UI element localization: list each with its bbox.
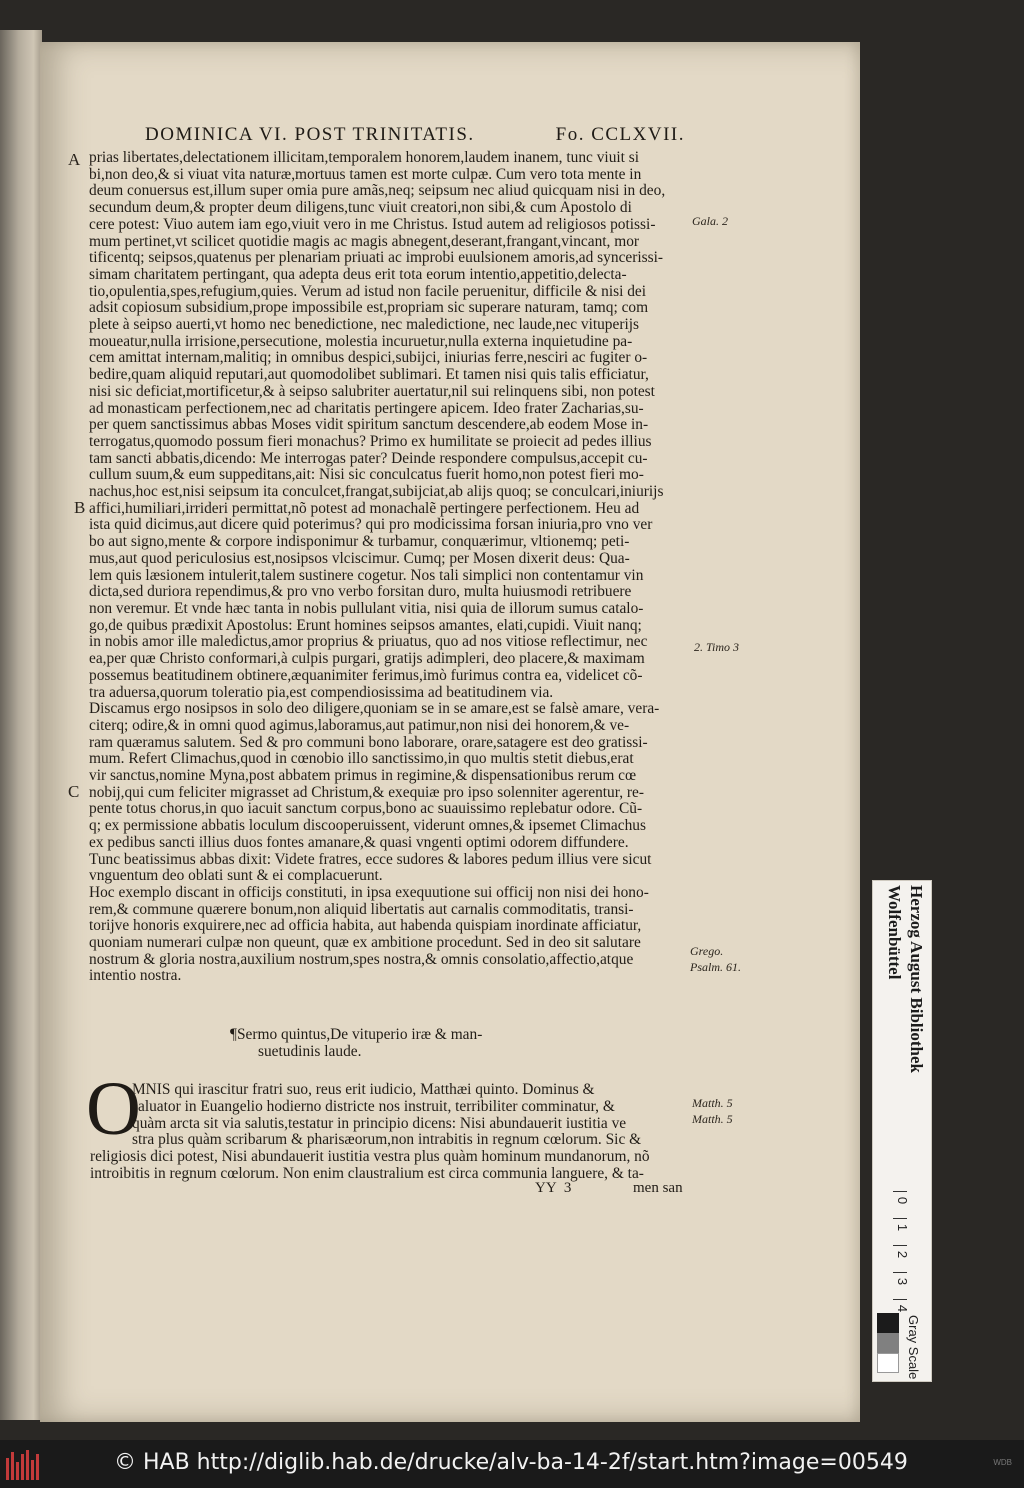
ruler-tick: [893, 1191, 907, 1192]
gray-swatch-black: [877, 1313, 899, 1333]
text-line: lem quis læsionem intulerit,talem sustinere cogetur. Nos tali simplici non contentamur vin: [89, 567, 644, 584]
gray-swatches: [877, 1313, 899, 1373]
section-letter-c: C: [68, 782, 80, 801]
body-text: [89, 150, 693, 985]
text-line: bo aut signo,mente & corpore indisponimur & turbamur, conquærimur, vltionemq; peti-: [89, 534, 630, 551]
marginal-note: Matth. 5: [692, 1112, 733, 1126]
drop-cap: O: [86, 1067, 141, 1151]
text-line: cem amittat internam,malitiq; in omnibus despici,subijci, iniurias ferre,nesciri ac fugiter o-: [89, 350, 648, 367]
facing-page-edge: [0, 30, 42, 1420]
text-line: tam sancti abbatis,dicendo: Me interrogas pater? Deinde respondere compulsus,accepit cu-: [89, 450, 648, 467]
text-line: torijve honoris exquirere,nec ad officia habita, aut habenda quispiam inordinate afficiatur,: [89, 918, 642, 935]
text-line: deum conuersus est,illum super omia pure amãs,neq; seipsum nec aliud quicquam nisi in deo,: [89, 183, 666, 200]
text-line: mus,aut quod periculosius est,nosipsos vlciscimur. Cumq; per Mosen dixerit deus: Qua-: [89, 550, 630, 567]
ruler-tick: [893, 1245, 907, 1246]
ruler-number: 3: [895, 1277, 911, 1286]
text-line: secundum deum,& propter deum diligens,tunc viuit creatori,non sibi,& cum Apostolo di: [89, 200, 632, 217]
section-letter-b: B: [74, 498, 86, 517]
text-line: citerq; odire,& in omni quod agimus,laboramus,aut patimur,non nisi dei honorem,& ve-: [89, 717, 630, 734]
ruler-tick: [893, 1272, 907, 1273]
gray-swatch-white: [877, 1353, 899, 1373]
sermon-line: quàm arcta sit via salutis,testatur in principio dicens: Nisi abundauerit iustitia ve: [132, 1115, 627, 1132]
sermon-heading-line: ¶Sermo quintus,De vituperio iræ & man-: [230, 1026, 483, 1043]
text-line: bi,non deo,& si viuat vita naturæ,mortuus tamen est morte culpæ. Cum vero tota mente in: [89, 166, 642, 183]
catchword: men san: [633, 1180, 683, 1196]
sermon-heading-line: suetudinis laude.: [258, 1043, 362, 1060]
marginal-note: 2. Timo 3: [694, 640, 740, 654]
text-line: quoniam numerari culpæ non queunt, quæ ex ambitione procedunt. Sed in deo sit salutare: [89, 935, 641, 952]
sermon-line: MNIS qui irascitur fratri suo, reus erit iudicio, Matthæi quinto. Dominus &: [132, 1082, 595, 1098]
text-line: Tunc beatissimus abbas dixit: Videte fratres, ecce sudores & labores pedum illius vere sicut: [89, 851, 652, 868]
ruler: [893, 1191, 923, 1311]
ruler-number: 0: [895, 1196, 911, 1205]
text-line: dicta,sed duriora rependimus,& pro vno verbo forsitan duro, multa huiusmodi retribuere: [89, 584, 632, 601]
text-line: nisi sic deficiat,mortificetur,& à seipso salubriter auertatur,nil sui relinquens sibi, non potest: [89, 383, 655, 400]
text-line: cere potest: Viuo autem iam ego,viuit vero in me Christus. Istud autem ad religiosos potissi-: [89, 216, 656, 233]
hab-logo-icon: [6, 1448, 42, 1480]
copyright-url[interactable]: © HAB http://diglib.hab.de/drucke/alv-ba-14-2f/start.htm?image=00549: [114, 1450, 908, 1475]
ruler-number: 1: [895, 1223, 911, 1232]
color-scale-card: [872, 880, 932, 1382]
marginal-note: Psalm. 61.: [690, 960, 741, 974]
text-line: ad monasticam perfectionem,nec ad charitatis pertingere apicem. Ideo frater Zacharias,su-: [89, 400, 644, 417]
text-line: affici,humiliari,irrideri permittat,nõ potest ad monachalẽ pertingere perfectionem. Heu ad: [89, 500, 640, 517]
running-head: [145, 124, 685, 146]
library-label: [875, 885, 929, 1185]
text-line: ex pedibus sancti illius duos fontes amanare,& quasi vngenti optimi odorem diffundere.: [89, 834, 629, 851]
text-line: Hoc exemplo discant in officijs constituti, in ipsa exequutione sui officij non nisi dei hono-: [89, 884, 649, 901]
ruler-tick: [893, 1218, 907, 1219]
text-line: adsit copiosum subsidium,prope impossibile est,propriam sic superare naturam, tamq; com: [89, 300, 649, 317]
text-line: tificentq; seipsos,quatenus per plenariam priuati ac improbi euulsionem amoris,ad syncerissi-: [89, 250, 664, 267]
text-line: pente totus chorus,in quo iacuit sanctum corpus,bono ac suauissimo replebatur odore. Cũ-: [89, 801, 643, 818]
text-line: go,de quibus prædixit Apostolus: Erunt homines seipsos amantes, elati,cupidi. Viuit nanq;: [89, 617, 642, 634]
text-line: nostrum & gloria nostra,auxilium nostrum,spes nostra,& omnis consolatio,affectio,atque: [89, 951, 634, 968]
text-line: Discamus ergo nosipsos in solo deo diligere,quoniam se in se amare,est se falsè amare, vera-: [89, 701, 660, 718]
section-letter-a: A: [68, 150, 81, 169]
marginal-note: Matth. 5: [692, 1096, 733, 1110]
text-line: moueatur,nulla irrisione,persecutione, molestia incuruetur,nulla externa inquietudine pa-: [89, 333, 633, 350]
text-line: intentio nostra.: [89, 968, 182, 985]
running-head-title: DOMINICA VI. POST TRINITATIS.: [145, 124, 475, 145]
text-line: simam charitatem pertingant, qua adepta deus erit tota eorum intentio,appetitio,delecta-: [89, 266, 627, 283]
footer-bar: [0, 1440, 1024, 1488]
sermon-line: stra plus quàm scribarum & pharisæorum,non intrabitis in regnum cœlorum. Sic &: [132, 1132, 642, 1149]
footer-mark: WDB: [993, 1458, 1012, 1467]
signature-mark: YY 3: [535, 1180, 572, 1196]
marginal-note: Gala. 2: [692, 214, 728, 228]
gray-scale-label: Gray Scale: [906, 1315, 921, 1380]
text-line: cullum suum,& eum suppeditans,ait: Nisi sic conculcatus fuerit homo,non potest fieri mo-: [89, 467, 644, 484]
ruler-tick: [893, 1299, 907, 1300]
library-city: Wolfenbüttel: [885, 885, 904, 980]
text-line: tio,opulentia,spes,refugium,quies. Verum ad istud non facile peruenitur, difficile & nisi dei: [89, 283, 647, 300]
text-line: nobij,qui cum feliciter migrasset ad Christum,& exequiæ pro ipso solenniter agerentur, re-: [89, 784, 645, 801]
sermon-line: religiosis dici potest, Nisi abundauerit iustitia vestra plus quàm hominum mundanorum, nõ: [90, 1149, 650, 1166]
text-line: non veremur. Et vnde hæc tanta in nobis pullulant vitia, nisi quia de illorum sumus catalo-: [89, 600, 644, 617]
library-name: Herzog August Bibliothek: [907, 885, 926, 1073]
sermon-text: [90, 1082, 690, 1183]
text-line: terrogatus,quomodo possum fieri monachus? Primo ex humilitate se proiecit ad pedes illius: [89, 433, 652, 450]
gray-swatch-mid: [877, 1333, 899, 1353]
text-line: prias libertates,delectationem illicitam,temporalem honorem,laudem inanem, tunc viuit si: [89, 150, 640, 166]
text-line: mum pertinet,vt scilicet quotidie magis ac magis abnegent,deserant,frangant,vincant, mor: [89, 233, 640, 250]
text-line: nachus,hoc est,nisi seipsum ita conculcet,frangat,subijciat,ab alijs quoq; se conculcari,iniurijs: [89, 484, 664, 501]
sermon-line: introibitis in regnum cœlorum. Non enim claustralium est circa communia languere, & ta-: [90, 1165, 644, 1182]
ruler-number: 2: [895, 1250, 911, 1259]
text-line: possemus beatitudinem obtinere,æquanimiter ferimus,imò furimus contra ea, videlicet cõ-: [89, 667, 643, 684]
text-line: vnguentum deo oblati sunt & ei complacuerunt.: [89, 868, 383, 885]
text-line: ea,per quæ Christo conformari,à culpis purgari, gratijs adimpleri, deo placere,& maximam: [89, 651, 645, 668]
text-line: ram quæramus salutem. Sed & pro communi bono laborare, orare,satagere est deo gratissi-: [89, 734, 648, 751]
text-line: q; ex permissione abbatis loculum discooperuissent, viderunt omnes,& ipsemet Climachus: [89, 818, 646, 835]
sermon-heading: [230, 1026, 550, 1060]
text-line: ista quid dicimus,aut dicere quid poterimus? qui pro modicissima forsan iniuria,pro vno ver: [89, 517, 653, 534]
text-line: rem,& commune quærere bonum,non aliquid libertatis aut carnalis commoditatis, transi-: [89, 901, 634, 918]
text-line: bedire,quam aliquid reputari,aut quomodolibet sublimari. Et tamen nisi quis talis efficiatur,: [89, 367, 649, 384]
folio-number: Fo. CCLXVII.: [555, 124, 685, 145]
text-line: vir sanctus,nomine Myna,post abbatem primus in regimine,& dispensationibus rerum cœ: [89, 768, 637, 785]
text-line: tra aduersa,quorum toleratio pia,est compendiosissima ad beatitudinem via.: [89, 684, 554, 701]
text-line: per quem sanctissimus abbas Moses vidit spiritum sanctum descendere,ab eodem Mose in-: [89, 417, 649, 434]
sermon-line: saluator in Euangelio hodierno districte nos instruit, terribiliter comminatur, &: [132, 1098, 615, 1115]
text-line: mum. Refert Climachus,quod in cœnobio illo sanctissimo,in quo multis stetit diebus,erat: [89, 751, 634, 768]
text-line: plete à seipso auerti,vt homo nec benedictione, nec maledictione, nec laude,nec vituperijs: [89, 317, 640, 334]
ruler-number: 4: [895, 1304, 911, 1313]
text-line: in nobis amor ille maledictus,amor proprius & priuatus, quo ad nos vitiose reflectimur, nec: [89, 634, 648, 651]
marginal-note: Grego.: [690, 944, 724, 958]
